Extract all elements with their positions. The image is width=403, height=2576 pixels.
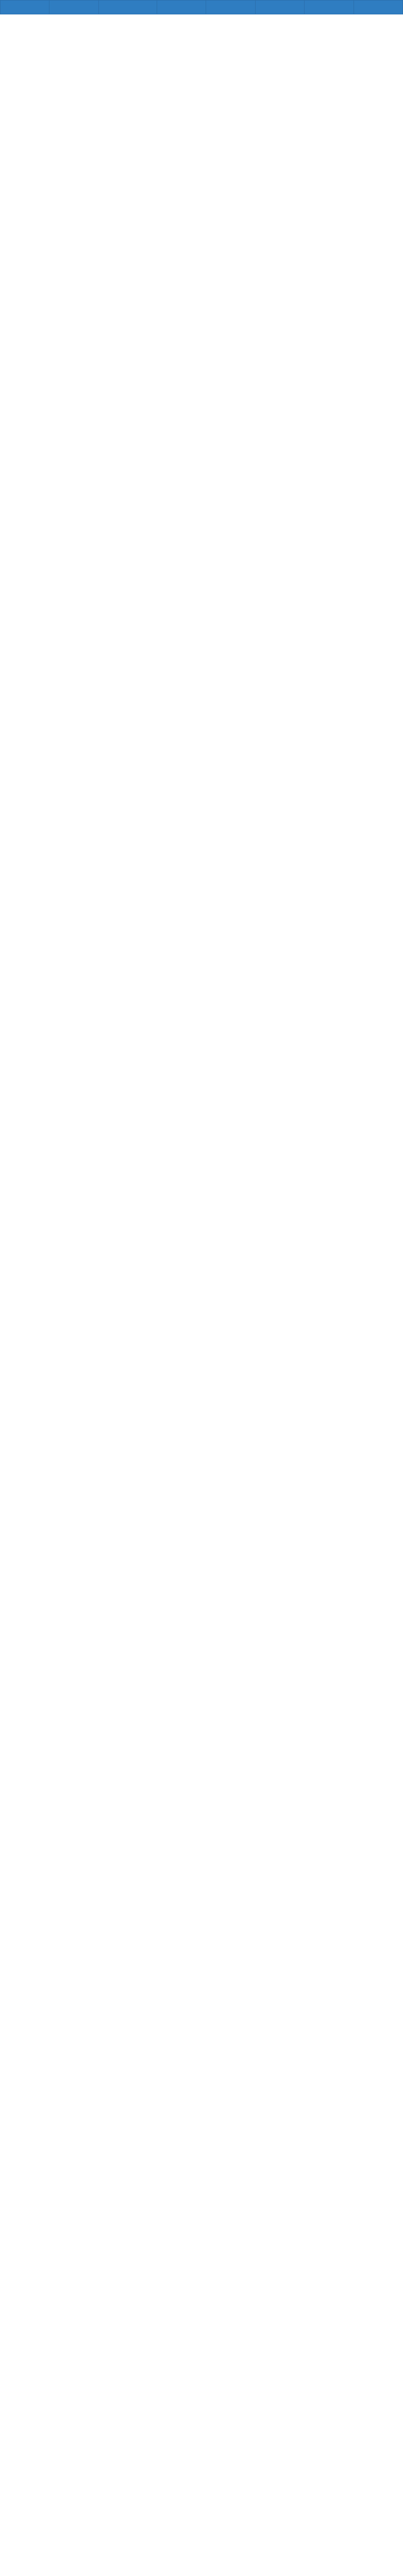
column-header	[1, 1, 49, 14]
table-header-row	[1, 1, 403, 14]
column-header	[98, 1, 157, 14]
column-header	[157, 1, 206, 14]
watermark	[74, 1643, 328, 1757]
column-header	[49, 1, 98, 14]
column-header	[354, 1, 402, 14]
column-header	[305, 1, 354, 14]
column-header	[255, 1, 304, 14]
data-table	[0, 0, 403, 14]
column-header	[206, 1, 255, 14]
watermark	[74, 314, 328, 428]
